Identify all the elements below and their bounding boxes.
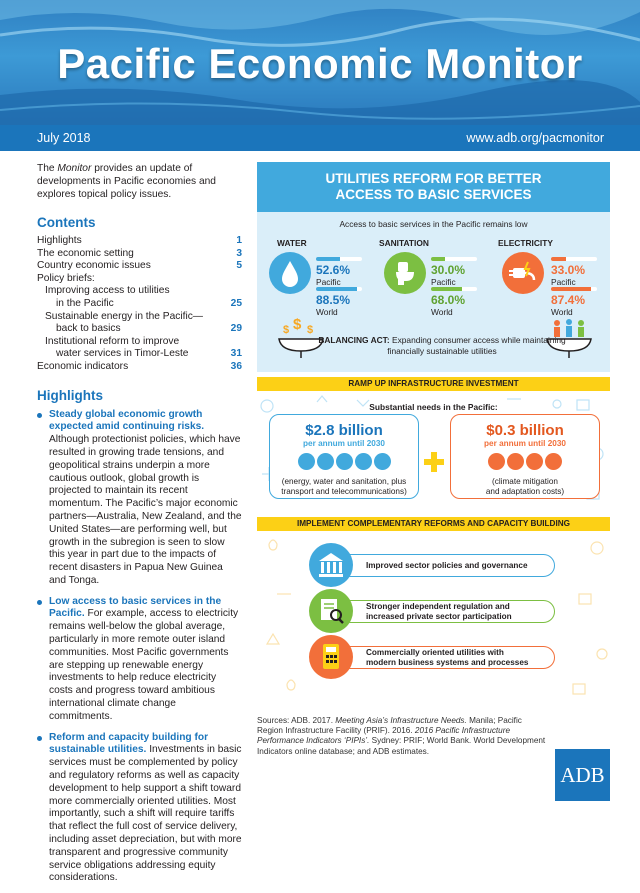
world-label: World <box>431 307 453 317</box>
reform-item-utilities: Commercially oriented utilities with modern business systems and processes <box>339 646 555 669</box>
header-banner <box>0 0 640 125</box>
electricity-label: ELECTRICITY <box>498 238 553 248</box>
plus-icon <box>424 452 444 472</box>
contents-item: Policy briefs: <box>37 272 95 284</box>
rain-icon <box>545 453 562 470</box>
pacific-label: Pacific <box>316 277 341 287</box>
contents-item[interactable]: Country economic issues 5 <box>37 260 242 272</box>
telecom-icon <box>374 453 391 470</box>
water-pacific-bar <box>316 257 362 261</box>
contents-item[interactable]: water services in Timor-Leste 31 <box>56 348 242 360</box>
pacific-label: Pacific <box>431 277 456 287</box>
investment-heading: RAMP UP INFRASTRUCTURE INVESTMENT <box>257 377 610 391</box>
toilet-icon <box>384 252 426 294</box>
intro-text: The Monitor provides an update of developments in Pacific economies and explores topical policy issues. <box>37 163 216 200</box>
balancing-act-text: BALANCING ACT: Expanding consumer access while maintaining financially sustainable utilities <box>318 335 566 356</box>
contents-item[interactable]: Economic indicators 36 <box>37 360 242 372</box>
water-label: WATER <box>277 238 307 248</box>
wind-icon <box>507 453 524 470</box>
investment-box-infrastructure: $2.8 billion per annum until 2030 (energy, water and sanitation, plus transport and telecommunications) <box>269 414 419 499</box>
adb-logo: ADB <box>555 749 610 801</box>
tower-icon <box>336 453 353 470</box>
contents-item[interactable]: Sustainable energy in the Pacific— <box>45 310 203 322</box>
page-title: Pacific Economic Monitor <box>57 40 583 87</box>
contents-item[interactable]: in the Pacific 25 <box>56 297 242 309</box>
highlights-heading: Highlights <box>37 387 103 403</box>
needs-subtitle: Substantial needs in the Pacific: <box>369 402 498 412</box>
contents-list <box>37 235 242 374</box>
sanitation-pacific-value: 30.0% <box>431 263 466 277</box>
contents-item[interactable]: Improving access to utilities <box>45 285 170 297</box>
electricity-world-value: 87.4% <box>551 293 586 307</box>
website-link[interactable]: www.adb.org/pacmonitor <box>466 131 604 145</box>
world-label: World <box>316 307 338 317</box>
contents-item[interactable]: The economic setting 3 <box>37 247 242 259</box>
contents-item[interactable]: Institutional reform to improve <box>45 335 180 347</box>
highlight-item: Low access to basic services in the Pacific. For example, access to electricity remains well-below the global average, particularly in more remote outer island communities. Most Pacific governments are stepping up renewable energy investments to help reduce electricity costs and progress toward ambitious international climate change commitments. <box>37 596 242 724</box>
infographic-title: UTILITIES REFORM FOR BETTER ACCESS TO BASIC SERVICES <box>257 162 610 212</box>
pacific-label: Pacific <box>551 277 576 287</box>
sanitation-pacific-bar <box>431 257 477 261</box>
contents-item[interactable]: back to basics 29 <box>56 323 242 335</box>
investment-note: (energy, water and sanitation, plus transport and telecommunications) <box>281 477 407 496</box>
highlight-item: Reform and capacity building for sustainable utilities. Investments in basic services must be complemented by policy and regulatory reforms as well as capacity development to help support a shift toward more commercially oriented utilities. Most importantly, such a shift will require tariffs that reflect the full cost of service delivery, including asset depreciation, but with more transparent and progressive community service obligations addressing equity considerations. <box>37 732 242 886</box>
sources-note: Sources: ADB. 2017. Meeting Asia’s Infrastructure Needs. Manila; Pacific Region Infrastructure Facility (PRIF). 2016. 2016 Pacific Infrastructure Performance Indicators ‘PIPIs’. Sydney: PRIF; World Bank. World Development Indicators online database; and ADB estimates. <box>257 716 546 756</box>
investment-box-climate: $0.3 billion per annum until 2030 (climate mitigation and adaptation costs) <box>450 414 600 499</box>
reform-item-regulation: Stronger independent regulation and increased private sector participation <box>339 600 555 623</box>
plug-icon <box>502 252 544 294</box>
magnifier-document-icon <box>309 589 353 633</box>
contents-heading: Contents <box>37 215 96 230</box>
electricity-pacific-bar <box>551 257 597 261</box>
svg-text:$: $ <box>307 324 314 336</box>
government-building-icon <box>309 543 353 587</box>
sun-icon <box>526 453 543 470</box>
svg-text:$: $ <box>293 317 302 333</box>
reform-item-policies: Improved sector policies and governance <box>339 554 555 577</box>
left-column <box>37 162 242 893</box>
water-pacific-value: 52.6% <box>316 263 351 277</box>
investment-note: (climate mitigation and adaptation costs) <box>485 477 565 496</box>
reforms-heading: IMPLEMENT COMPLEMENTARY REFORMS AND CAPACITY BUILDING <box>257 517 610 531</box>
highlight-item: Steady global economic growth expected amid continuing risks. Although protectionist policies, which have resulted in growing trade tensions, and geopolitical strains underpin a more cautious outlook, global growth is projected to maintain its recent momentum. The Pacific’s major economic partners—Australia, New Zealand, and the United States—are performing well, but growth in the subregion is seen to slow this year in part due to the impacts of recent disasters in Papua New Guinea and Tonga. <box>37 409 242 588</box>
water-icon <box>298 453 315 470</box>
sanitation-world-bar <box>431 287 477 291</box>
contents-item[interactable]: Highlights 1 <box>37 235 242 246</box>
access-panel <box>257 162 610 372</box>
train-icon <box>355 453 372 470</box>
solar-icon <box>488 453 505 470</box>
electricity-pacific-value: 33.0% <box>551 263 586 277</box>
infrastructure-icons <box>270 453 418 475</box>
calculator-icon <box>309 635 353 679</box>
date-bar <box>0 125 640 151</box>
electricity-world-bar <box>551 287 597 291</box>
svg-text:$: $ <box>283 324 290 336</box>
energy-icon <box>317 453 334 470</box>
climate-icons <box>451 453 599 475</box>
world-label: World <box>551 307 573 317</box>
access-subtitle: Access to basic services in the Pacific remains low <box>339 219 528 229</box>
sanitation-label: SANITATION <box>379 238 429 248</box>
issue-date: July 2018 <box>37 131 91 145</box>
sanitation-world-value: 68.0% <box>431 293 466 307</box>
highlights-list <box>37 409 242 886</box>
water-world-value: 88.5% <box>316 293 351 307</box>
water-drop-icon <box>269 252 311 294</box>
water-world-bar <box>316 287 362 291</box>
